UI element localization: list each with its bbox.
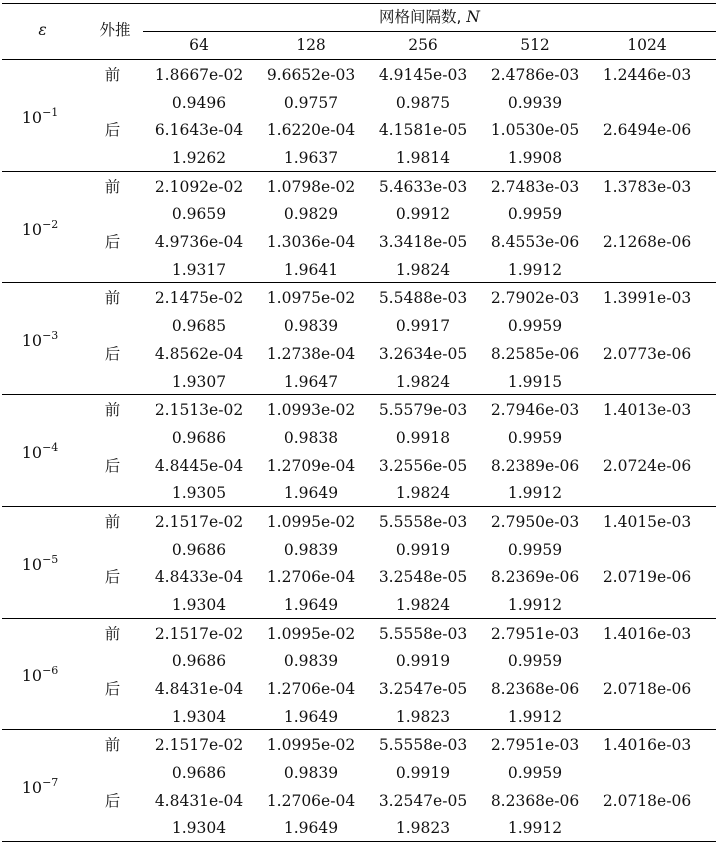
epsilon-exponent: −2 xyxy=(42,217,59,231)
epsilon-value xyxy=(0,436,80,465)
column-header-256: 256 xyxy=(408,36,438,54)
error-value-cell: 1.2709e-04 xyxy=(266,456,356,475)
error-value-cell: 2.1092e-02 xyxy=(154,177,244,196)
convergence-rate-cell: 1.9649 xyxy=(283,819,339,838)
header-bottom-rule xyxy=(2,59,716,60)
column-header-512: 512 xyxy=(520,36,550,54)
grid-count-header xyxy=(143,3,716,31)
error-value-cell: 2.1517e-02 xyxy=(154,624,244,643)
error-value-cell: 1.2738e-04 xyxy=(266,344,356,363)
grid-symbol: N xyxy=(466,8,480,26)
error-value-cell: 2.4786e-03 xyxy=(490,66,580,84)
convergence-rate-cell: 1.9637 xyxy=(283,149,339,168)
epsilon-value xyxy=(0,548,80,577)
bottom-rule xyxy=(2,841,716,842)
error-value-cell: 2.7483e-03 xyxy=(490,177,580,196)
convergence-rate-cell: 0.9919 xyxy=(395,763,451,782)
after-extrapolation-label: 后 xyxy=(104,791,121,810)
epsilon-exponent: −1 xyxy=(42,105,59,119)
error-value-cell: 3.2547e-05 xyxy=(378,679,468,698)
error-value-cell: 5.5558e-03 xyxy=(378,624,468,643)
error-value-cell: 1.0995e-02 xyxy=(266,624,356,643)
group-separator-rule xyxy=(2,282,716,283)
epsilon-value xyxy=(0,659,80,688)
convergence-rate-cell: 0.9686 xyxy=(171,540,227,559)
error-value-cell: 3.3418e-05 xyxy=(378,233,468,252)
epsilon-base: 10 xyxy=(21,442,43,462)
convergence-rate-cell: 0.9839 xyxy=(283,763,339,782)
convergence-rate-cell: 1.9824 xyxy=(395,260,451,279)
convergence-rate-cell: 1.9908 xyxy=(507,149,563,168)
error-value-cell: 1.4015e-03 xyxy=(602,512,692,531)
group-separator-rule xyxy=(2,729,716,730)
convergence-rate-cell: 0.9829 xyxy=(283,205,339,224)
error-value-cell: 1.0975e-02 xyxy=(266,289,356,308)
error-value-cell: 5.5488e-03 xyxy=(378,289,468,308)
convergence-rate-cell: 1.9823 xyxy=(395,819,451,838)
error-value-cell: 1.2706e-04 xyxy=(266,791,356,810)
convergence-rate-cell: 1.9912 xyxy=(507,707,563,726)
error-value-cell: 1.0995e-02 xyxy=(266,736,356,755)
convergence-rate-cell: 0.9912 xyxy=(395,205,451,224)
group-separator-rule xyxy=(2,171,716,172)
error-value-cell: 1.3991e-03 xyxy=(602,289,692,308)
grid-title: 网格间隔数, xyxy=(379,8,467,26)
error-value-cell: 8.2389e-06 xyxy=(490,456,580,475)
error-value-cell: 3.2548e-05 xyxy=(378,568,468,587)
convergence-rate-cell: 1.9915 xyxy=(507,372,563,391)
error-value-cell: 5.5558e-03 xyxy=(378,736,468,755)
after-extrapolation-label: 后 xyxy=(104,568,121,587)
before-extrapolation-label: 前 xyxy=(104,512,121,531)
convergence-rate-cell: 0.9686 xyxy=(171,763,227,782)
extrapolation-header: 外推 xyxy=(99,21,131,39)
error-value-cell: 3.2547e-05 xyxy=(378,791,468,810)
epsilon-base: 10 xyxy=(21,331,43,351)
convergence-rate-cell: 0.9685 xyxy=(171,317,227,336)
convergence-rate-cell: 1.9649 xyxy=(283,484,339,503)
epsilon-exponent: −3 xyxy=(42,329,59,343)
after-extrapolation-label: 后 xyxy=(104,456,121,475)
error-value-cell: 4.1581e-05 xyxy=(378,121,468,140)
epsilon-value xyxy=(0,213,80,242)
error-value-cell: 2.0773e-06 xyxy=(602,344,692,363)
convergence-rate-cell: 1.9305 xyxy=(171,484,227,503)
convergence-rate-cell: 1.9641 xyxy=(283,260,339,279)
error-value-cell: 2.7946e-03 xyxy=(490,401,580,420)
error-value-cell: 9.6652e-03 xyxy=(266,66,356,84)
error-value-cell: 2.0719e-06 xyxy=(602,568,692,587)
convergence-rate-cell: 0.9659 xyxy=(171,205,227,224)
convergence-rate-cell: 1.9912 xyxy=(507,484,563,503)
before-extrapolation-label: 前 xyxy=(104,624,121,643)
error-value-cell: 2.0724e-06 xyxy=(602,456,692,475)
error-value-cell: 2.1268e-06 xyxy=(602,233,692,252)
convergence-rate-cell: 0.9959 xyxy=(507,540,563,559)
error-value-cell: 2.1513e-02 xyxy=(154,401,244,420)
error-value-cell: 4.8445e-04 xyxy=(154,456,244,475)
group-separator-rule xyxy=(2,618,716,619)
error-value-cell: 8.2368e-06 xyxy=(490,791,580,810)
error-value-cell: 2.7951e-03 xyxy=(490,736,580,755)
error-value-cell: 5.4633e-03 xyxy=(378,177,468,196)
convergence-rate-cell: 0.9875 xyxy=(395,93,451,112)
error-value-cell: 1.0530e-05 xyxy=(490,121,580,140)
epsilon-base: 10 xyxy=(21,666,43,686)
epsilon-value xyxy=(0,771,80,800)
convergence-rate-cell: 1.9824 xyxy=(395,595,451,614)
error-value-cell: 8.2368e-06 xyxy=(490,679,580,698)
convergence-rate-cell: 1.9647 xyxy=(283,372,339,391)
convergence-rate-cell: 1.9912 xyxy=(507,260,563,279)
error-value-cell: 4.8562e-04 xyxy=(154,344,244,363)
error-value-cell: 4.9736e-04 xyxy=(154,233,244,252)
convergence-rate-cell: 0.9919 xyxy=(395,652,451,671)
convergence-rate-cell: 1.9304 xyxy=(171,595,227,614)
error-value-cell: 1.0798e-02 xyxy=(266,177,356,196)
convergence-rate-cell: 1.9262 xyxy=(171,149,227,168)
convergence-rate-cell: 1.9912 xyxy=(507,595,563,614)
convergence-rate-cell: 1.9814 xyxy=(395,149,451,168)
epsilon-exponent: −6 xyxy=(42,664,59,678)
error-value-cell: 2.1517e-02 xyxy=(154,736,244,755)
convergence-rate-cell: 1.9824 xyxy=(395,372,451,391)
before-extrapolation-label: 前 xyxy=(104,401,121,420)
convergence-rate-cell: 0.9838 xyxy=(283,428,339,447)
epsilon-exponent: −4 xyxy=(42,440,59,454)
error-value-cell: 1.4013e-03 xyxy=(602,401,692,420)
column-header-64: 64 xyxy=(189,36,209,54)
convergence-rate-cell: 0.9757 xyxy=(283,93,339,112)
error-value-cell: 1.4016e-03 xyxy=(602,624,692,643)
epsilon-exponent: −7 xyxy=(42,776,59,790)
error-value-cell: 2.1517e-02 xyxy=(154,512,244,531)
convergence-rate-cell: 1.9304 xyxy=(171,819,227,838)
convergence-rate-cell: 0.9839 xyxy=(283,652,339,671)
convergence-rate-cell: 1.9912 xyxy=(507,819,563,838)
epsilon-value xyxy=(0,101,80,130)
error-value-cell: 1.3783e-03 xyxy=(602,177,692,196)
epsilon-header: ε xyxy=(38,21,47,39)
epsilon-base: 10 xyxy=(21,219,43,239)
convergence-rate-cell: 0.9686 xyxy=(171,652,227,671)
epsilon-value xyxy=(0,324,80,353)
epsilon-base: 10 xyxy=(21,107,43,127)
error-value-cell: 2.0718e-06 xyxy=(602,679,692,698)
error-value-cell: 3.2556e-05 xyxy=(378,456,468,475)
error-value-cell: 8.2369e-06 xyxy=(490,568,580,587)
error-value-cell: 4.8431e-04 xyxy=(154,679,244,698)
error-value-cell: 4.8433e-04 xyxy=(154,568,244,587)
convergence-rate-cell: 0.9959 xyxy=(507,317,563,336)
error-value-cell: 8.4553e-06 xyxy=(490,233,580,252)
error-value-cell: 2.0718e-06 xyxy=(602,791,692,810)
error-value-cell: 2.6494e-06 xyxy=(602,121,692,140)
error-value-cell: 6.1643e-04 xyxy=(154,121,244,140)
convergence-rate-cell: 1.9824 xyxy=(395,484,451,503)
after-extrapolation-label: 后 xyxy=(104,121,121,140)
convergence-rate-cell: 0.9918 xyxy=(395,428,451,447)
error-value-cell: 5.5579e-03 xyxy=(378,401,468,420)
before-extrapolation-label: 前 xyxy=(104,736,121,755)
error-value-cell: 1.0993e-02 xyxy=(266,401,356,420)
after-extrapolation-label: 后 xyxy=(104,233,121,252)
before-extrapolation-label: 前 xyxy=(104,177,121,196)
convergence-rate-cell: 0.9919 xyxy=(395,540,451,559)
convergence-rate-cell: 0.9496 xyxy=(171,93,227,112)
error-value-cell: 1.8667e-02 xyxy=(154,66,244,84)
before-extrapolation-label: 前 xyxy=(104,66,121,84)
error-value-cell: 1.2446e-03 xyxy=(602,66,692,84)
convergence-rate-cell: 0.9839 xyxy=(283,540,339,559)
error-value-cell: 1.4016e-03 xyxy=(602,736,692,755)
error-value-cell: 4.9145e-03 xyxy=(378,66,468,84)
convergence-rate-cell: 0.9959 xyxy=(507,428,563,447)
error-value-cell: 2.7950e-03 xyxy=(490,512,580,531)
column-header-128: 128 xyxy=(296,36,326,54)
error-value-cell: 1.0995e-02 xyxy=(266,512,356,531)
error-value-cell: 3.2634e-05 xyxy=(378,344,468,363)
error-value-cell: 1.2706e-04 xyxy=(266,568,356,587)
error-value-cell: 2.1475e-02 xyxy=(154,289,244,308)
convergence-rate-cell: 0.9959 xyxy=(507,652,563,671)
after-extrapolation-label: 后 xyxy=(104,344,121,363)
error-value-cell: 1.3036e-04 xyxy=(266,233,356,252)
convergence-rate-cell: 0.9686 xyxy=(171,428,227,447)
error-value-cell: 5.5558e-03 xyxy=(378,512,468,531)
column-header-1024: 1024 xyxy=(627,36,667,54)
group-separator-rule xyxy=(2,506,716,507)
convergence-rate-cell: 0.9959 xyxy=(507,205,563,224)
error-value-cell: 2.7951e-03 xyxy=(490,624,580,643)
convergence-rate-cell: 1.9649 xyxy=(283,707,339,726)
error-value-cell: 4.8431e-04 xyxy=(154,791,244,810)
convergence-rate-cell: 0.9917 xyxy=(395,317,451,336)
convergence-rate-cell: 1.9317 xyxy=(171,260,227,279)
convergence-rate-cell: 1.9307 xyxy=(171,372,227,391)
convergence-rate-cell: 1.9823 xyxy=(395,707,451,726)
convergence-rate-cell: 0.9959 xyxy=(507,763,563,782)
before-extrapolation-label: 前 xyxy=(104,289,121,308)
epsilon-base: 10 xyxy=(21,554,43,574)
convergence-rate-cell: 0.9939 xyxy=(507,93,563,112)
after-extrapolation-label: 后 xyxy=(104,679,121,698)
error-value-cell: 1.6220e-04 xyxy=(266,121,356,140)
error-value-cell: 2.7902e-03 xyxy=(490,289,580,308)
epsilon-base: 10 xyxy=(21,778,43,798)
convergence-rate-cell: 1.9304 xyxy=(171,707,227,726)
error-value-cell: 1.2706e-04 xyxy=(266,679,356,698)
epsilon-exponent: −5 xyxy=(42,552,59,566)
convergence-rate-cell: 1.9649 xyxy=(283,595,339,614)
group-separator-rule xyxy=(2,394,716,395)
convergence-rate-cell: 0.9839 xyxy=(283,317,339,336)
error-value-cell: 8.2585e-06 xyxy=(490,344,580,363)
